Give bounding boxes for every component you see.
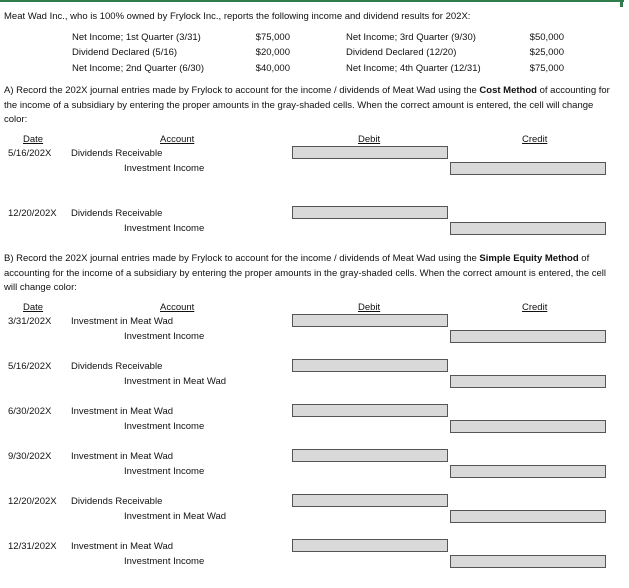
part-a-method: Cost Method — [479, 85, 537, 96]
entry-date: 5/16/202X — [8, 148, 52, 159]
header-account: Account — [160, 302, 195, 313]
debit-account: Dividends Receivable — [71, 361, 163, 372]
top-border-cap — [620, 0, 623, 7]
intro-text: Meat Wad Inc., who is 100% owned by Frylock Inc., reports the following income and dividend results for 202X: — [4, 11, 471, 22]
debit-account: Dividends Receivable — [71, 148, 163, 159]
result-amount: $40,000 — [255, 63, 290, 74]
debit-account: Investment in Meat Wad — [71, 451, 174, 462]
part-b-intro-end: of accounting for the income of a subsidiary by entering the proper amounts in the gray-shaded cells. When the correct amount is entered, the cell will change color: — [4, 253, 606, 293]
header-date: Date — [23, 134, 44, 145]
part-b-intro-start: B) Record the 202X journal entries made by Frylock to account for the income / dividends of Meat Wad using the — [4, 253, 480, 264]
result-label: Net Income; 1st Quarter (3/31) — [72, 32, 201, 43]
debit-account: Dividends Receivable — [71, 496, 163, 507]
credit-input-cell[interactable] — [450, 420, 606, 433]
result-amount: $75,000 — [529, 63, 564, 74]
result-amount: $25,000 — [529, 47, 564, 58]
credit-input-cell[interactable] — [450, 510, 606, 523]
top-border — [0, 0, 624, 2]
header-date: Date — [23, 302, 44, 313]
entry-date: 12/20/202X — [8, 496, 57, 507]
credit-input-cell[interactable] — [450, 162, 606, 175]
result-label: Dividend Declared (12/20) — [346, 47, 457, 58]
credit-account: Investment Income — [124, 466, 205, 477]
credit-account: Investment Income — [124, 421, 205, 432]
result-label: Net Income; 3rd Quarter (9/30) — [346, 32, 476, 43]
debit-account: Investment in Meat Wad — [71, 406, 174, 417]
debit-input-cell[interactable] — [292, 539, 448, 552]
debit-input-cell[interactable] — [292, 359, 448, 372]
entry-date: 3/31/202X — [8, 316, 52, 327]
debit-input-cell[interactable] — [292, 314, 448, 327]
credit-input-cell[interactable] — [450, 375, 606, 388]
header-credit: Credit — [522, 302, 548, 313]
credit-input-cell[interactable] — [450, 222, 606, 235]
credit-account: Investment Income — [124, 331, 205, 342]
header-debit: Debit — [358, 302, 381, 313]
entry-date: 12/20/202X — [8, 208, 57, 219]
part-b-method: Simple Equity Method — [479, 253, 579, 264]
credit-account: Investment in Meat Wad — [124, 511, 227, 522]
credit-account: Investment in Meat Wad — [124, 376, 227, 387]
entry-date: 12/31/202X — [8, 541, 57, 552]
debit-account: Dividends Receivable — [71, 208, 163, 219]
result-label: Net Income; 4th Quarter (12/31) — [346, 63, 481, 74]
credit-input-cell[interactable] — [450, 330, 606, 343]
credit-account: Investment Income — [124, 223, 205, 234]
result-amount: $20,000 — [255, 47, 290, 58]
header-debit: Debit — [358, 134, 381, 145]
debit-input-cell[interactable] — [292, 494, 448, 507]
part-a-instructions — [4, 84, 616, 128]
header-account: Account — [160, 134, 195, 145]
part-a-intro-end: of accounting for the income of a subsidiary by entering the proper amounts in the gray-shaded cells. When the correct amount is entered, the cell will change color: — [4, 85, 610, 125]
debit-input-cell[interactable] — [292, 206, 448, 219]
credit-input-cell[interactable] — [450, 465, 606, 478]
entry-date: 9/30/202X — [8, 451, 52, 462]
entry-date: 5/16/202X — [8, 361, 52, 372]
result-label: Dividend Declared (5/16) — [72, 47, 178, 58]
result-label: Net Income; 2nd Quarter (6/30) — [72, 63, 205, 74]
part-a-intro-start: A) Record the 202X journal entries made by Frylock to account for the income / dividends of Meat Wad using the — [4, 85, 480, 96]
credit-account: Investment Income — [124, 556, 205, 567]
entry-date: 6/30/202X — [8, 406, 52, 417]
debit-input-cell[interactable] — [292, 404, 448, 417]
part-b-instructions — [4, 252, 616, 296]
debit-input-cell[interactable] — [292, 449, 448, 462]
header-credit: Credit — [522, 134, 548, 145]
result-amount: $75,000 — [255, 32, 290, 43]
credit-input-cell[interactable] — [450, 555, 606, 568]
credit-account: Investment Income — [124, 163, 205, 174]
debit-account: Investment in Meat Wad — [71, 541, 174, 552]
debit-input-cell[interactable] — [292, 146, 448, 159]
result-amount: $50,000 — [529, 32, 564, 43]
debit-account: Investment in Meat Wad — [71, 316, 174, 327]
